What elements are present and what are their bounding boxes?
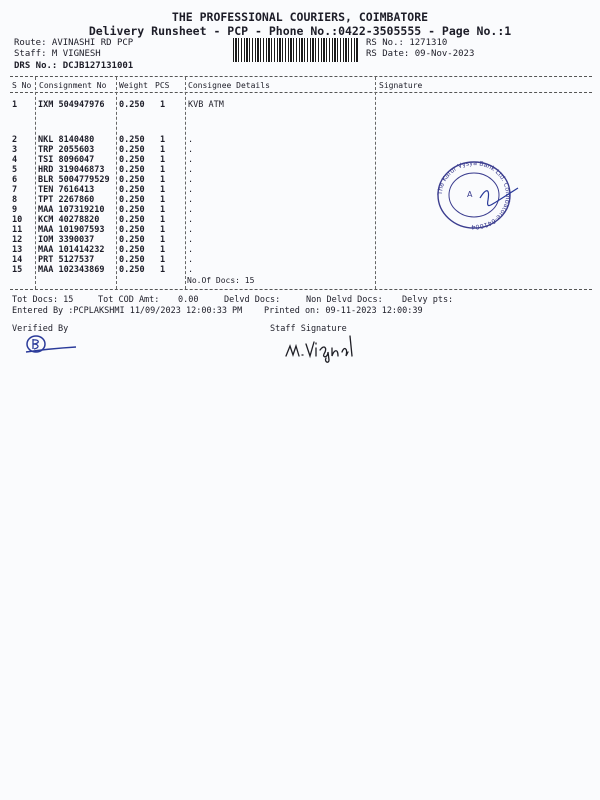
table-top-rule [10, 76, 592, 77]
row-consignment-no: TEN 7616413 [38, 185, 95, 195]
row-consignment-no: TRP 2055603 [38, 145, 95, 155]
row-pcs: 1 [160, 225, 166, 235]
staff-label: Staff: M VIGNESH [14, 49, 101, 59]
row-consignee-details: . [188, 205, 194, 215]
row-consignment-no: NKL 8140480 [38, 135, 95, 145]
col-header-signature: Signature [379, 81, 423, 90]
table-bottom-rule [10, 289, 592, 290]
row-consignment-no: TPT 2267860 [38, 195, 95, 205]
row-sno: 5 [12, 165, 18, 175]
row-sno: 1 [12, 100, 18, 110]
company-title: THE PROFESSIONAL COURIERS, COIMBATORE [171, 10, 429, 24]
table-header-rule [10, 92, 592, 93]
row-weight: 0.250 [119, 225, 145, 235]
row-consignee-details: . [188, 225, 194, 235]
barcode [233, 38, 358, 62]
row-pcs: 1 [160, 215, 166, 225]
row-weight: 0.250 [119, 195, 145, 205]
route-label: Route: AVINASHI RD PCP [14, 38, 134, 48]
row-weight: 0.250 [119, 215, 145, 225]
row-consignment-no: TSI 8096047 [38, 155, 95, 165]
row-pcs: 1 [160, 100, 166, 110]
row-consignment-no: MAA 101414232 [38, 245, 105, 255]
row-sno: 4 [12, 155, 18, 165]
col-header-consignment: Consignment No [39, 81, 107, 90]
row-consignee-details: . [188, 135, 194, 145]
tot-cod-value: 0.00 [178, 295, 199, 305]
rs-number: RS No.: 1271310 [366, 38, 448, 48]
row-weight: 0.250 [119, 235, 145, 245]
row-sno: 13 [12, 245, 23, 255]
col-divider-1 [35, 77, 36, 289]
runsheet-title: Delivery Runsheet - PCP - Phone No.:0422-3505555 - Page No.:1 [88, 24, 512, 38]
row-weight: 0.250 [119, 185, 145, 195]
col-header-sno: S No [12, 81, 32, 90]
no-of-docs: No.Of Docs: 15 [187, 276, 255, 285]
non-delvd-docs: Non Delvd Docs: [306, 295, 383, 305]
col-divider-4 [375, 77, 376, 289]
row-weight: 0.250 [119, 265, 145, 275]
row-weight: 0.250 [119, 165, 145, 175]
row-sno: 7 [12, 185, 18, 195]
row-weight: 0.250 [119, 205, 145, 215]
row-sno: 6 [12, 175, 18, 185]
row-sno: 15 [12, 265, 23, 275]
col-header-consignee: Consignee Details [188, 81, 270, 90]
bank-seal-stamp [430, 160, 522, 230]
row-consignee-details: . [188, 215, 194, 225]
rs-date: RS Date: 09-Nov-2023 [366, 49, 475, 59]
row-weight: 0.250 [119, 175, 145, 185]
verified-by-label: Verified By [12, 324, 69, 334]
row-consignment-no: MAA 102343869 [38, 265, 105, 275]
row-sno: 14 [12, 255, 23, 265]
row-weight: 0.250 [119, 100, 145, 110]
row-consignment-no: IXM 504947976 [38, 100, 105, 110]
row-sno: 2 [12, 135, 18, 145]
svg-text:The Karur Vysya Bank Ltd. Coim [437, 160, 511, 230]
row-consignment-no: MAA 107319210 [38, 205, 105, 215]
row-consignee-details: KVB ATM [188, 100, 224, 110]
row-consignment-no: PRT 5127537 [38, 255, 95, 265]
row-consignee-details: . [188, 165, 194, 175]
row-sno: 12 [12, 235, 23, 245]
entered-by: Entered By :PCPLAKSHMI 11/09/2023 12:00:33 PM [12, 306, 243, 316]
row-pcs: 1 [160, 165, 166, 175]
seal-text: The Karur Vysya Bank Ltd. Coimbatore-641004 [436, 160, 512, 230]
row-pcs: 1 [160, 145, 166, 155]
row-pcs: 1 [160, 255, 166, 265]
printed-on: Printed on: 09-11-2023 12:00:39 [264, 306, 423, 316]
verified-initial-signature [20, 332, 80, 356]
row-weight: 0.250 [119, 145, 145, 155]
row-consignee-details: . [188, 255, 194, 265]
row-weight: 0.250 [119, 155, 145, 165]
row-weight: 0.250 [119, 255, 145, 265]
row-sno: 3 [12, 145, 18, 155]
row-pcs: 1 [160, 195, 166, 205]
row-pcs: 1 [160, 175, 166, 185]
row-consignment-no: HRD 319046873 [38, 165, 105, 175]
row-consignee-details: . [188, 145, 194, 155]
row-pcs: 1 [160, 265, 166, 275]
svg-text:A: A [467, 190, 473, 199]
staff-signature-label: Staff Signature [270, 324, 347, 334]
tot-cod-label: Tot COD Amt: [98, 295, 160, 305]
row-sno: 11 [12, 225, 23, 235]
row-weight: 0.250 [119, 135, 145, 145]
row-sno: 10 [12, 215, 23, 225]
row-pcs: 1 [160, 135, 166, 145]
row-consignment-no: IOM 3390037 [38, 235, 95, 245]
drs-number: DRS No.: DCJB127131001 [14, 61, 134, 71]
col-header-weight: Weight [119, 81, 148, 90]
col-header-pcs: PCS [155, 81, 170, 90]
row-consignee-details: . [188, 185, 194, 195]
row-weight: 0.250 [119, 245, 145, 255]
row-consignment-no: KCM 40278820 [38, 215, 100, 225]
row-sno: 9 [12, 205, 18, 215]
row-pcs: 1 [160, 155, 166, 165]
row-pcs: 1 [160, 235, 166, 245]
row-consignment-no: BLR 5004779529 [38, 175, 110, 185]
row-sno: 8 [12, 195, 18, 205]
row-consignee-details: . [188, 195, 194, 205]
row-pcs: 1 [160, 185, 166, 195]
delvy-pts: Delvy pts: [402, 295, 454, 305]
delvd-docs: Delvd Docs: [224, 295, 281, 305]
row-consignee-details: . [188, 245, 194, 255]
row-pcs: 1 [160, 205, 166, 215]
row-consignee-details: . [188, 235, 194, 245]
row-consignee-details: . [188, 155, 194, 165]
tot-docs: Tot Docs: 15 [12, 295, 74, 305]
staff-signature-mark [284, 330, 360, 364]
row-pcs: 1 [160, 245, 166, 255]
row-consignment-no: MAA 101907593 [38, 225, 105, 235]
col-divider-3 [185, 77, 186, 289]
col-divider-2 [116, 77, 117, 289]
row-consignee-details: . [188, 175, 194, 185]
row-consignee-details: . [188, 265, 194, 275]
